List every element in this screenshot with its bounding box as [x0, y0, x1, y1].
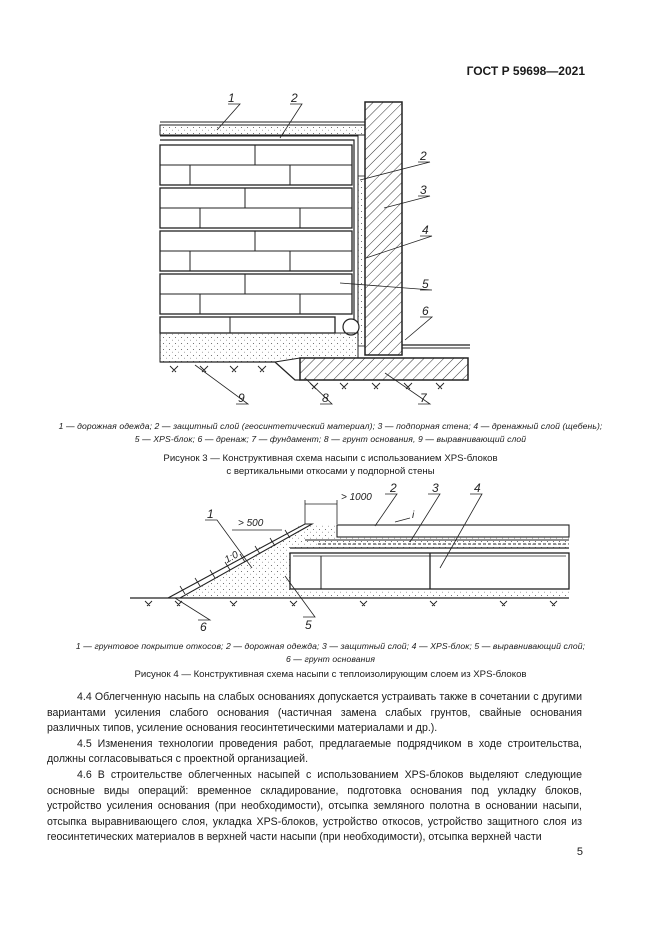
paragraph-4-5: 4.5 Изменения технологии проведения работ, предлагаемые подрядчиком в ходе строительства, должны согласовываться с проектной организацией. — [47, 737, 582, 766]
figure-4-caption: Рисунок 4 — Конструктивная схема насыпи с теплоизолирующим слоем из XPS-блоков — [134, 669, 527, 680]
fig3-label-9: 9 — [238, 391, 245, 405]
fig4-label-2: 2 — [390, 481, 397, 495]
fig4-slope-ratio: 1:0 — [222, 549, 241, 566]
fig3-label-2a: 2 — [291, 91, 298, 105]
paragraph-4-6: 4.6 В строительстве облегченных насыпей с использованием XPS-блоков выделяют следующие основные виды операций: временное складирование, подготовка основания под укладку блоков, устройство усиления основания (при необходимости), отсыпка земляного полотна в основании насыпи, отсыпка выравнивающего слоя, укладка XPS-блоков, устройство откосов, устройство защитного слоя из геосинтетических материалов в верхней части насыпи (при необходимости), отсыпка верхней части — [47, 768, 582, 844]
figure-4-legend — [0, 640, 661, 666]
figure-3-legend-line-1: 1 — дорожная одежда; 2 — защитный слой (геосинтетический материал); 3 — подпорная стена; 4 — дренажный слой (щебень); — [58, 421, 603, 431]
standard-number: ГОСТ Р 59698—2021 — [466, 64, 585, 78]
fig3-label-3: 3 — [420, 183, 427, 197]
fig3-label-8: 8 — [322, 391, 329, 405]
figure-3-drawing — [0, 0, 661, 420]
fig3-label-5: 5 — [422, 277, 429, 291]
fig4-dim-top: > 1000 — [341, 492, 372, 503]
figure-3-caption-line-2: с вертикальными откосами у подпорной стены — [226, 466, 435, 477]
fig4-label-1: 1 — [207, 507, 214, 521]
figure-3-caption-line-1: Рисунок 3 — Конструктивная схема насыпи с использованием XPS-блоков — [163, 453, 498, 464]
fig4-label-4: 4 — [474, 481, 481, 495]
fig3-label-2b: 2 — [420, 149, 427, 163]
fig4-dim-slope: > 500 — [238, 518, 264, 529]
figure-3-caption — [0, 452, 661, 478]
figure-4-legend-line-2: 6 — грунт основания — [285, 654, 376, 664]
figure-4-drawing — [0, 480, 661, 635]
fig3-label-4: 4 — [422, 223, 429, 237]
page-number: 5 — [576, 846, 583, 858]
fig3-label-1: 1 — [228, 91, 235, 105]
figure-4-legend-line-1: 1 — грунтовое покрытие откосов; 2 — дорожная одежда; 3 — защитный слой; 4 — XPS-блок; 5 — выравнивающий слой; — [75, 641, 586, 651]
figure-3-legend — [0, 420, 661, 446]
fig4-label-6: 6 — [200, 620, 207, 634]
fig3-label-7: 7 — [420, 391, 427, 405]
fig4-label-3: 3 — [432, 481, 439, 495]
fig4-grade-mark: i — [412, 510, 415, 521]
body-text — [47, 690, 582, 846]
paragraph-4-4: 4.4 Облегченную насыпь на слабых основаниях допускается устраивать также в сочетании с другими вариантами усиления слабого основания (частичная замена слабых грунтов, свайные основания различных типов, усиление основания геосинтетическими материалами и др.). — [47, 691, 582, 735]
figure-3-legend-line-2: 5 — XPS-блок; 6 — дренаж; 7 — фундамент; 8 — грунт основания, 9 — выравнивающий слой — [134, 434, 527, 444]
fig3-label-6: 6 — [422, 304, 429, 318]
fig4-label-5: 5 — [305, 618, 312, 632]
